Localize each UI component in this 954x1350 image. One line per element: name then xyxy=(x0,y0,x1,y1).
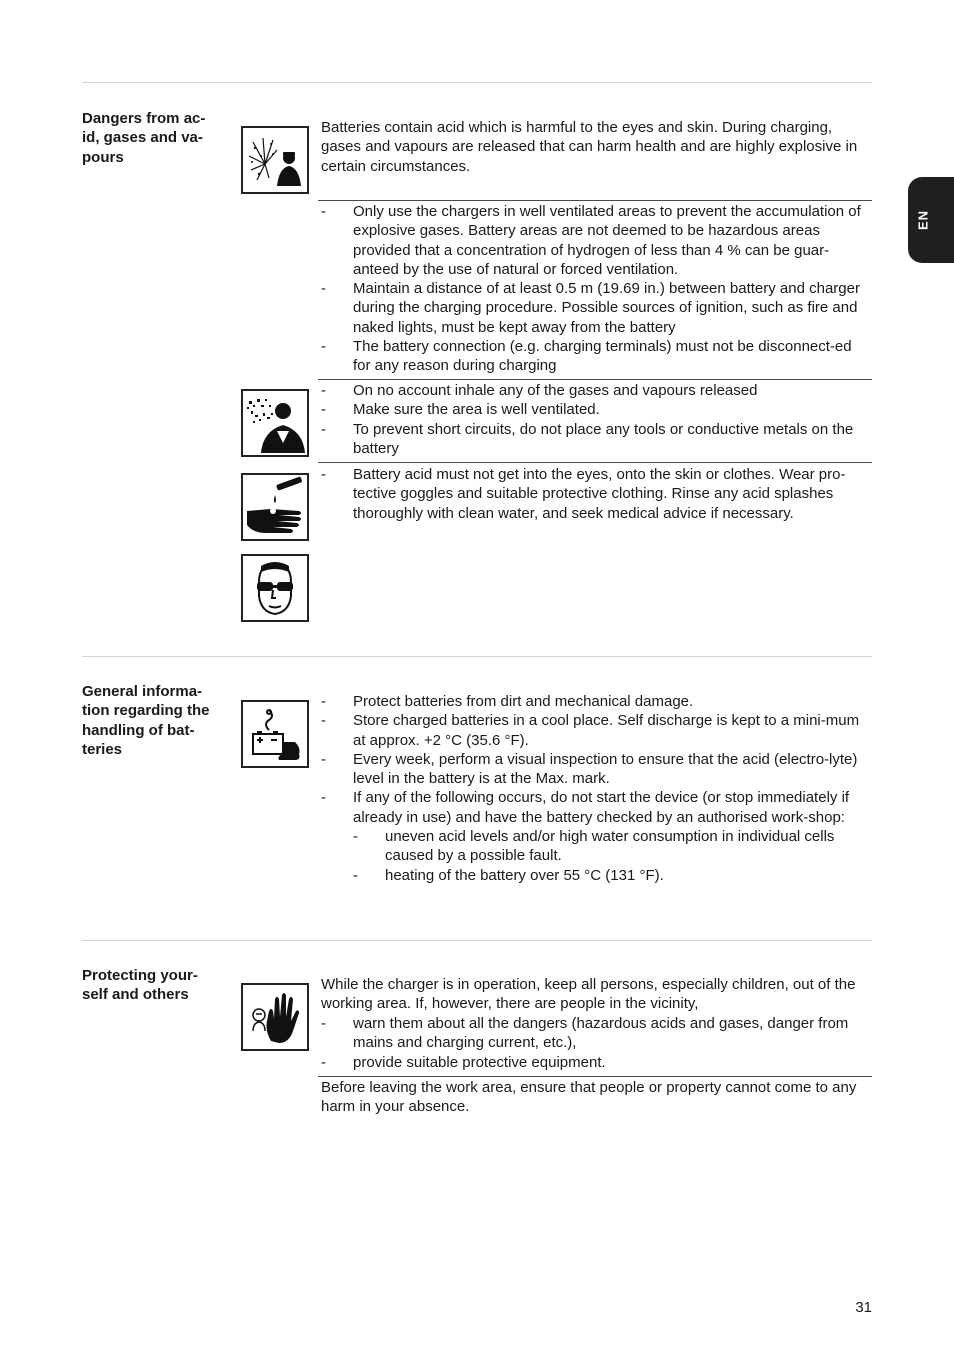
dangers-intro: Batteries contain acid which is harmful to the eyes and skin. During charging, gases and vapours are released that can harm health and are highly explosive in certain circumstances. xyxy=(321,119,858,175)
list-item: - Maintain a distance of at least 0.5 m (19.69 in.) between battery and charger during the charging procedure. Possible sources of ignition, such as fire and naked lights, must be kept away from the battery xyxy=(321,280,860,336)
corrosive-acid-hand-icon xyxy=(241,473,309,541)
sub-list-item: - heating of the battery over 55 °C (131 °F). xyxy=(353,866,664,884)
page-number: 31 xyxy=(855,1299,872,1316)
list-item: - If any of the following occurs, do not start the device (or stop immediately if already in use) and have the battery checked by an authorised work-shop: xyxy=(321,789,850,826)
list-item: - Make sure the area is well ventilated. xyxy=(321,401,600,419)
language-tab xyxy=(908,177,954,263)
list-item: - Every week, perform a visual inspection to ensure that the acid (electro-lyte) level in the battery is at the Max. mark. xyxy=(321,750,858,788)
divider-dangers-2 xyxy=(318,379,872,380)
sub-list-item: - uneven acid levels and/or high water consumption in individual cells caused by a possible fault. xyxy=(353,828,835,865)
section-heading-general: General informa- tion regarding the handling of bat- teries xyxy=(82,683,210,758)
list-item: - Protect batteries from dirt and mechanical damage. xyxy=(321,693,694,710)
list-item: - On no account inhale any of the gases and vapours released xyxy=(321,382,758,399)
safety-goggles-icon xyxy=(241,554,309,622)
list-item: - The battery connection (e.g. charging terminals) must not be disconnect-ed for any reason during charging xyxy=(321,338,852,375)
section-divider-protecting xyxy=(82,940,872,941)
list-item: - provide suitable protective equipment. xyxy=(321,1053,606,1071)
protecting-list xyxy=(321,1014,871,1072)
section-divider-general xyxy=(82,656,872,657)
divider-dangers-3 xyxy=(318,462,872,463)
divider-protecting xyxy=(318,1076,872,1077)
list-item: - Only use the chargers in well ventilated areas to prevent the accumulation of explosive gases. Battery areas are not deemed to be hazardous areas provided that a concentration of hydrogen of less than 4 % can be guar-anteed by the use of natural or forced ventilation. xyxy=(321,203,861,278)
section-heading-dangers: Dangers from ac- id, gases and va- pours xyxy=(82,110,206,166)
divider-dangers-1 xyxy=(318,200,872,201)
keep-away-hand-icon xyxy=(241,983,309,1051)
dangers-list-2 xyxy=(321,381,871,458)
explosion-hazard-icon xyxy=(241,126,309,194)
list-item: - Battery acid must not get into the eyes, onto the skin or clothes. Wear pro-tective goggles and suitable protective clothing. Rinse any acid splashes thoroughly with clean water, and seek medical advice if necessary. xyxy=(321,466,846,522)
toxic-gas-hazard-icon xyxy=(241,389,309,457)
battery-handling-icon xyxy=(241,700,309,768)
protecting-closing: Before leaving the work area, ensure that people or property cannot come to any harm in your absence. xyxy=(321,1079,857,1116)
dangers-list-1 xyxy=(321,202,871,376)
list-item: - To prevent short circuits, do not place any tools or conductive metals on the battery xyxy=(321,420,854,457)
general-list xyxy=(321,692,871,885)
protecting-intro: While the charger is in operation, keep all persons, especially children, out of the working area. If, however, there are people in the vicinity, xyxy=(321,976,856,1013)
list-item: - Store charged batteries in a cool place. Self discharge is kept to a mini-mum at approx. +2 °C (35.6 °F). xyxy=(321,712,860,749)
dangers-list-3 xyxy=(321,465,871,523)
top-divider xyxy=(82,82,872,83)
list-item: - warn them about all the dangers (hazardous acids and gases, danger from mains and charging current, etc.), xyxy=(321,1015,849,1052)
language-tab-label: EN xyxy=(915,209,931,231)
section-heading-protecting: Protecting your- self and others xyxy=(82,967,198,1004)
